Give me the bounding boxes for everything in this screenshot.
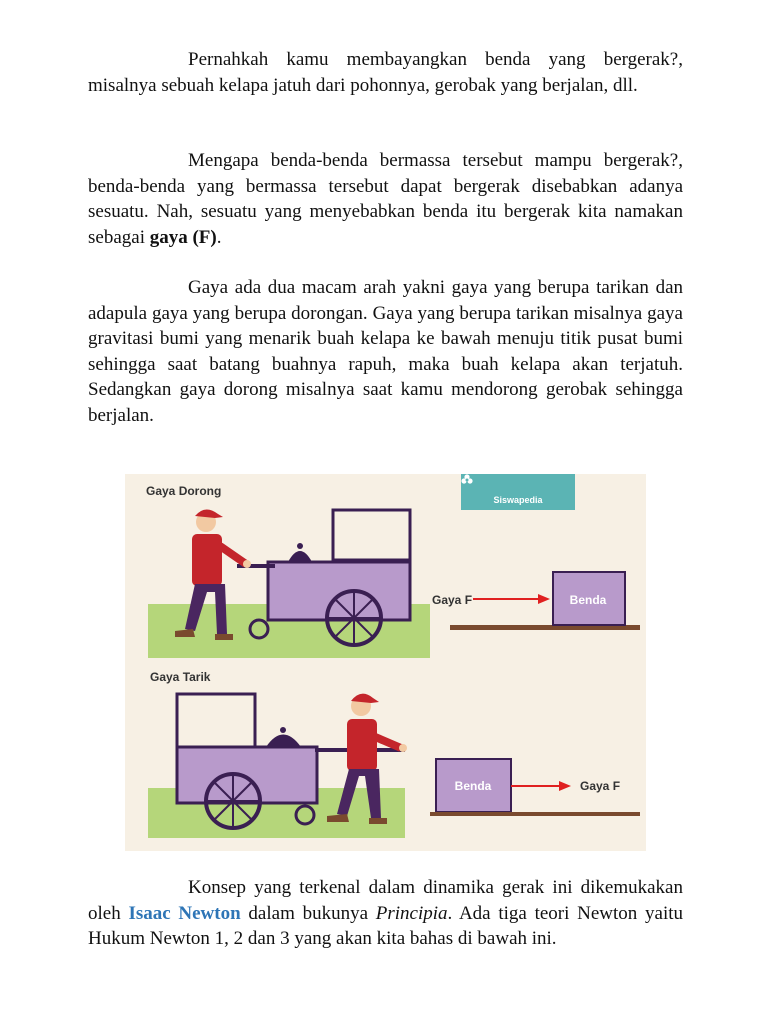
siswapedia-logo	[461, 474, 575, 510]
paragraph-why-move-text: Mengapa benda-benda bermassa tersebut mampu bergerak?, benda-benda yang bermassa tersebut dapat bergerak disebabkan adanya sesuatu. Nah, sesuatu yang menyebabkan benda itu bergerak kita namakan sebagai	[88, 150, 683, 248]
cart-wheel-bottom	[206, 774, 260, 828]
pot-top	[288, 551, 312, 562]
cart-canopy-bottom	[177, 694, 255, 747]
paragraph-newton	[88, 875, 683, 952]
arrowhead-top	[538, 594, 550, 604]
cart-wheel-top	[327, 591, 381, 645]
pot-lid-top	[297, 543, 303, 549]
label-gaya-dorong: Gaya Dorong	[146, 484, 222, 498]
brand-name: Siswapedia	[493, 495, 543, 505]
link-isaac-newton[interactable]: Isaac Newton	[128, 902, 241, 924]
cart-body-top	[268, 562, 410, 620]
benda-label-bottom: Benda	[454, 779, 492, 793]
label-gaya-tarik: Gaya Tarik	[150, 670, 211, 684]
paragraph-force-types	[88, 275, 683, 428]
paragraph-newton-start: Konsep yang terkenal dalam dinamika gerak ini dikemukakan oleh	[88, 877, 683, 924]
pot-lid-bottom	[280, 727, 286, 733]
paragraph-why-move	[88, 148, 683, 250]
paragraph-why-move-end: .	[216, 226, 222, 248]
ground-bottom	[430, 812, 640, 816]
paragraph-newton-mid: dalam bukunya	[240, 902, 376, 924]
flower-icon	[461, 474, 473, 486]
gaya-f-label-top: Gaya F	[432, 593, 473, 607]
gaya-f-label-bottom: Gaya F	[580, 779, 621, 793]
paragraph-force-types-text: Gaya ada dua macam arah yakni gaya yang berupa tarikan dan adapula gaya yang berupa dorongan. Gaya yang berupa tarikan misalnya gaya gravitasi bumi yang menarik buah kelapa ke bawah menuju titik pusat bumi sehingga saat batang buahnya rapuh, maka buah kelapa akan terjatuh. Sedangkan gaya dorong misalnya saat kamu mendorong gerobak sehingga berjalan.	[88, 277, 683, 426]
arrowhead-bottom	[559, 781, 571, 791]
paragraph-newton-end: . Ada tiga teori Newton yaitu Hukum Newton 1, 2 dan 3 yang akan kita bahas di bawah ini.	[88, 902, 684, 949]
term-gaya-f: gaya (F)	[149, 226, 217, 248]
force-illustration	[125, 474, 646, 851]
cart-body-bottom	[177, 747, 317, 803]
cart-canopy-top	[333, 510, 410, 560]
pot-bottom	[266, 735, 301, 748]
paragraph-intro-text: Pernahkah kamu membayangkan benda yang bergerak?, misalnya sebuah kelapa jatuh dari pohonnya, gerobak yang berjalan, dll.	[88, 49, 683, 96]
benda-label-top: Benda	[569, 593, 607, 607]
force-illustration-art	[125, 474, 646, 851]
paragraph-intro	[88, 47, 683, 98]
book-title-principia: Principia	[375, 902, 448, 924]
